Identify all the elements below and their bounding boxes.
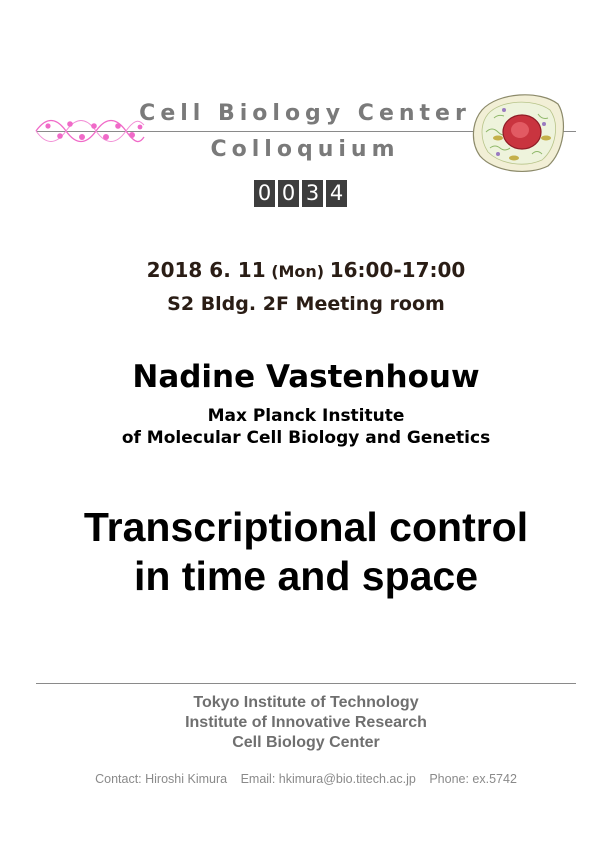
contact-phone: Phone: ex.5742: [429, 772, 517, 786]
contact-email: Email: hkimura@bio.titech.ac.jp: [240, 772, 416, 786]
event-datetime: [0, 258, 612, 282]
series-name: Colloquium: [210, 137, 400, 162]
event-weekday: (Mon): [271, 262, 325, 281]
number-digit: 4: [326, 180, 347, 207]
event-date: 2018 6. 11: [146, 258, 266, 282]
speaker-affiliation: of Molecular Cell Biology and Genetics: [121, 428, 491, 448]
organizer-name: Cell Biology Center: [232, 734, 380, 751]
speaker-name: Nadine Vastenhouw: [132, 359, 480, 395]
speaker-affiliation: Max Planck Institute: [207, 406, 405, 426]
colloquium-number: [254, 180, 347, 207]
center-name: Cell Biology Center: [139, 101, 471, 126]
number-digit: 0: [278, 180, 299, 207]
number-digit: 0: [254, 180, 275, 207]
talk-title: in time and space: [133, 553, 479, 599]
event-venue: S2 Bldg. 2F Meeting room: [167, 293, 445, 315]
talk-title: Transcriptional control: [83, 504, 529, 550]
contact-person: Contact: Hiroshi Kimura: [95, 772, 228, 786]
contact-line: [0, 772, 612, 786]
footer-divider: [36, 683, 576, 684]
event-time: 16:00-17:00: [329, 258, 466, 282]
organizer-name: Tokyo Institute of Technology: [193, 694, 419, 711]
number-digit: 3: [302, 180, 323, 207]
organizer-name: Institute of Innovative Research: [185, 714, 427, 731]
